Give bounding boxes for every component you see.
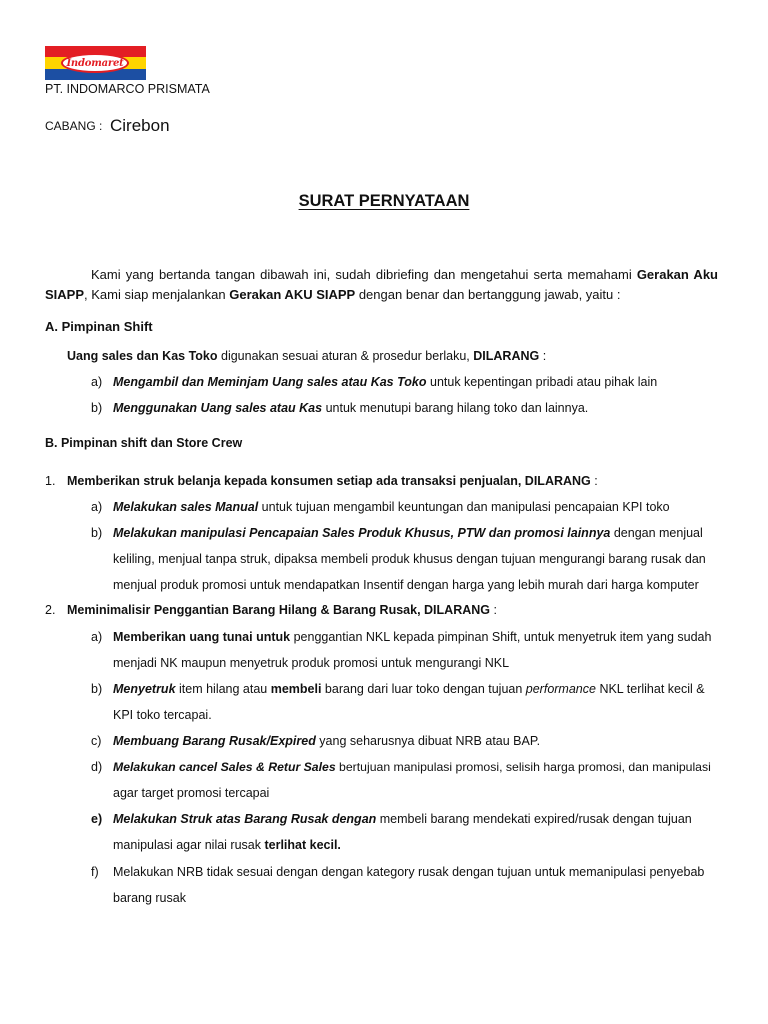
section-a-item-b-label: b)	[91, 401, 103, 415]
section-a-item-b: Menggunakan Uang sales atau Kas untuk menutupi barang hilang toko dan lainnya.	[113, 401, 589, 415]
section-a-heading: A. Pimpinan Shift	[45, 319, 153, 334]
point-2-c: Membuang Barang Rusak/Expired yang seharusnya dibuat NRB atau BAP.	[113, 734, 541, 748]
intro-text-2: , Kami siap menjalankan	[84, 287, 230, 302]
point-2-e-line-2: manipulasi agar nilai rusak terlihat kecil.	[113, 838, 341, 852]
point-2-d-label: d)	[91, 760, 103, 774]
section-a-item-a-label: a)	[91, 375, 103, 389]
point-2-number: 2.	[45, 603, 56, 617]
point-1-a: Melakukan sales Manual untuk tujuan mengambil keuntungan dan manipulasi pencapaian KPI toko	[113, 500, 670, 514]
point-1-b-line-3: menjual produk promosi untuk mendapatkan Insentif dengan harga yang lebih murah dari harga komputer	[113, 578, 699, 592]
document-title: SURAT PERNYATAAN	[298, 192, 470, 210]
logo-text: Indomaret	[66, 57, 124, 69]
point-2-heading: Meminimalisir Penggantian Barang Hilang & Barang Rusak, DILARANG :	[67, 603, 497, 617]
point-1-b-line-2: keliling, menjual tanpa struk, dipaksa membeli produk khusus dengan tujuan mengurangi barang rusak dan	[113, 552, 706, 566]
intro-bold-1: Gerakan Aku SIAPP	[45, 267, 718, 302]
point-1-heading: Memberikan struk belanja kepada konsumen setiap ada transaksi penjualan, DILARANG :	[67, 474, 598, 488]
indomaret-logo	[45, 46, 146, 80]
intro-paragraph	[45, 265, 718, 305]
point-2-f-label: f)	[91, 865, 99, 879]
cabang-value: Cirebon	[110, 116, 170, 135]
point-1-number: 1.	[45, 474, 56, 488]
section-a-lead: Uang sales dan Kas Toko digunakan sesuai aturan & prosedur berlaku, DILARANG :	[67, 349, 547, 363]
company-name: PT. INDOMARCO PRISMATA	[45, 82, 210, 96]
section-b-heading: B. Pimpinan shift dan Store Crew	[45, 436, 243, 450]
point-2-b-label: b)	[91, 682, 103, 696]
point-2-e-line-1: Melakukan Struk atas Barang Rusak dengan membeli barang mendekati expired/rusak dengan tujuan	[113, 812, 692, 826]
intro-text-3: dengan benar dan bertanggung jawab, yaitu :	[355, 287, 621, 302]
intro-bold-2: Gerakan AKU SIAPP	[229, 287, 356, 302]
point-2-b-line-2: KPI toko tercapai.	[113, 708, 212, 722]
point-2-d-line-1: Melakukan cancel Sales & Retur Sales bertujuan manipulasi promosi, selisih harga promosi, dan manipulasi	[113, 760, 711, 774]
point-2-a-line-1: Memberikan uang tunai untuk penggantian NKL kepada pimpinan Shift, untuk menyetruk item yang sudah	[113, 630, 712, 644]
point-2-c-label: c)	[91, 734, 102, 748]
logo-oval	[61, 53, 129, 73]
point-2-a-line-2: menjadi NK maupun menyetruk produk promosi untuk mengurangi NKL	[113, 656, 510, 670]
point-2-f-line-1: Melakukan NRB tidak sesuai dengan dengan kategory rusak dengan tujuan untuk memanipulasi penyebab	[113, 865, 705, 879]
point-1-a-label: a)	[91, 500, 103, 514]
point-1-b-label: b)	[91, 526, 103, 540]
section-a-item-a: Mengambil dan Meminjam Uang sales atau Kas Toko untuk kepentingan pribadi atau pihak lain	[113, 375, 658, 389]
point-2-f-line-2: barang rusak	[113, 891, 186, 905]
point-2-d-line-2: agar target promosi tercapai	[113, 786, 270, 800]
point-1-b-line-1: Melakukan manipulasi Pencapaian Sales Produk Khusus, PTW dan promosi lainnya dengan menjual	[113, 526, 703, 540]
cabang-label: CABANG :	[45, 119, 103, 133]
point-2-b-line-1: Menyetruk item hilang atau membeli barang dari luar toko dengan tujuan performance NKL terlihat kecil &	[113, 682, 705, 696]
point-2-a-label: a)	[91, 630, 103, 644]
point-2-e-label: e)	[91, 812, 103, 826]
intro-text-1: Kami yang bertanda tangan dibawah ini, sudah dibriefing dan mengetahui serta memahami	[91, 267, 637, 282]
